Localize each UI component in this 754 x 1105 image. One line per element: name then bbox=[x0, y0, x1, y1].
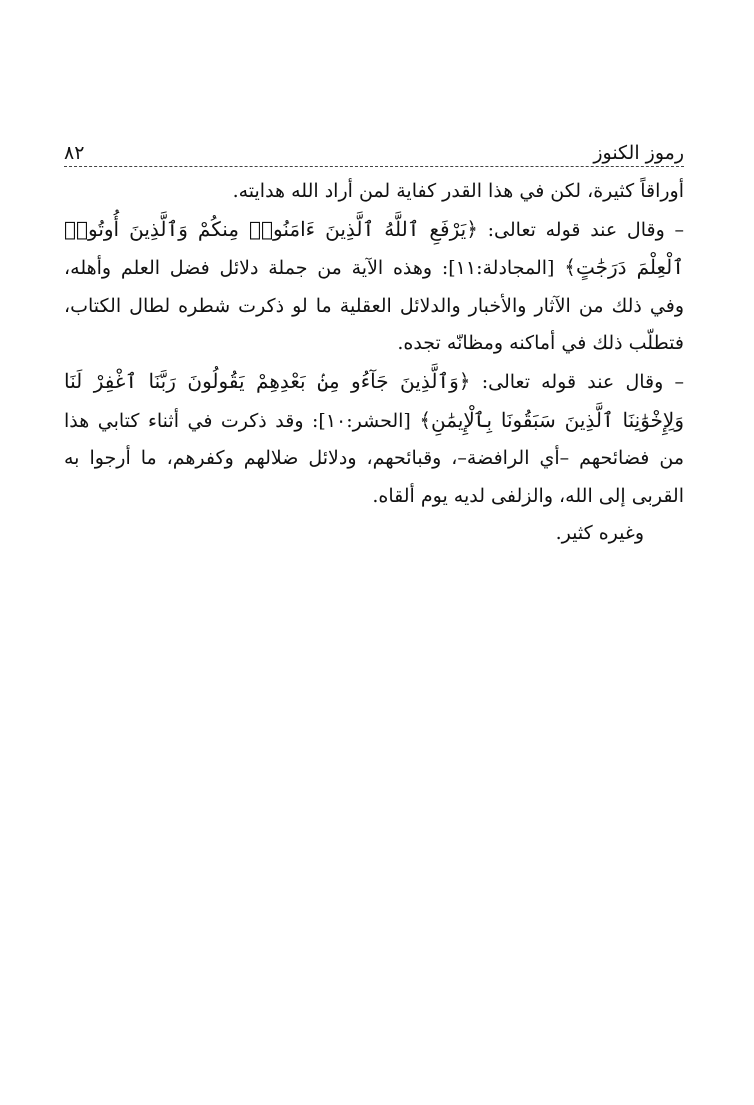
paragraph-1 bbox=[64, 173, 684, 211]
quran-verse-hashr: ﴿وَٱلَّذِينَ جَآءُو مِنۢ بَعْدِهِمْ يَقُولُونَ رَبَّنَا ٱغْفِرْ لَنَا وَلِإِخْوَٰنِنَا ٱلَّذِينَ سَبَقُونَا بِٱلْإِيمَٰنِ﴾ bbox=[64, 368, 684, 432]
book-page bbox=[64, 134, 684, 553]
page-body bbox=[64, 173, 684, 553]
paragraph-4-text: وغيره كثير. bbox=[555, 522, 644, 545]
running-title: رموز الكنوز bbox=[593, 142, 684, 164]
paragraph-2-commentary: [المجادلة:١١]: وهذه الآية من جملة دلائل فضل العلم وأهله، وفي ذلك من الآثار والأخبار والدلائل العقلية ما لو ذكرت شطره لطال الكتاب، فتطلّب ذلك في أماكنه ومظانّه تجده. bbox=[64, 257, 684, 355]
page-header bbox=[64, 134, 684, 167]
paragraph-2-intro: – وقال عند قوله تعالى: bbox=[477, 218, 684, 241]
paragraph-1-text: أوراقاً كثيرة، لكن في هذا القدر كفاية لمن أراد الله هدايته. bbox=[232, 180, 684, 202]
paragraph-4 bbox=[64, 515, 684, 553]
paragraph-3 bbox=[64, 363, 684, 515]
paragraph-2 bbox=[64, 211, 684, 363]
paragraph-3-commentary: [الحشر:١٠]: وقد ذكرت في أثناء كتابي هذا من فضائحهم –أي الرافضة–، وقبائحهم، ودلائل ضلالهم وكفرهم، ما أرجوا به القربى إلى الله، والزلفى لديه يوم ألقاه. bbox=[64, 409, 684, 507]
page-number: ٨٢ bbox=[64, 142, 85, 164]
paragraph-3-intro: – وقال عند قوله تعالى: bbox=[470, 370, 684, 393]
quran-verse-mujadila: ﴿يَرْفَعِ ٱللَّهُ ٱلَّذِينَ ءَامَنُوا۟ مِنكُمْ وَٱلَّذِينَ أُوتُوا۟ ٱلْعِلْمَ دَرَجَٰتٍ﴾ bbox=[64, 216, 684, 280]
